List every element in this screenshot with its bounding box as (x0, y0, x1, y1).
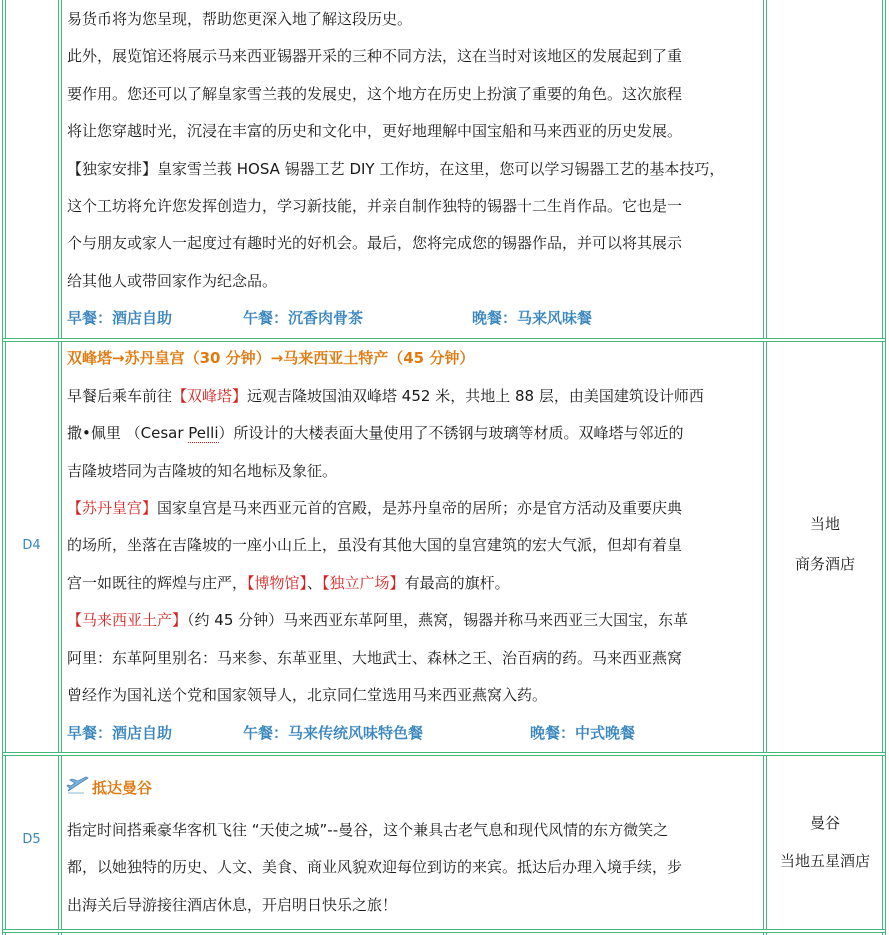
d4-p1-line3: 吉隆坡塔同为吉隆坡的知名地标及象征。 (67, 462, 338, 480)
d3-text-line: 易货币将为您呈现，帮助您更深入地了解这段历史。 (67, 10, 413, 28)
d3-text-line: 给其他人或带回家作为纪念品。 (67, 272, 278, 290)
d5-title: 抵达曼谷 (92, 779, 153, 797)
d4-p3-line2: 阿里：东革阿里别名：马来参、东革亚里、大地武士、森林之王、治百病的药。马来西亚燕窝 (67, 649, 683, 667)
d3-dinner: 晚餐：马来风味餐 (472, 309, 593, 327)
d3-text-line: 此外，展览馆还将展示马来西亚锡器开采的三种不同方法，这在当时对该地区的发展起到了重 (67, 47, 683, 65)
d5-text-line: 都，以她独特的历史、人文、美食、商业风貌欢迎每位到访的来宾。抵达后办理入境手续，步 (67, 858, 683, 876)
d4-hotel-line2: 商务酒店 (794, 555, 855, 573)
independence-square-highlight: 【独立广场】 (322, 574, 405, 592)
d4-p2-line1: 【苏丹皇宫】国家皇宫是马来西亚元首的宫殿，是苏丹皇帝的居所；亦是官方活动及重要庆典 (67, 499, 683, 517)
d4-p1-line1: 早餐后乘车前往【双峰塔】远观吉隆坡国油双峰塔 452 米，共地上 88 层，由美国建筑设计师西 (67, 387, 704, 405)
d3-text-line: 个与朋友或家人一起度过有趣时光的好机会。最后，您将完成您的锡器作品，并可以将其展示 (67, 234, 683, 252)
d4-p2-line3: 宫一如既往的辉煌与庄严，【博物馆】、【独立广场】有最高的旗杆。 (67, 574, 510, 592)
sultan-palace-highlight: 【苏丹皇宫】 (67, 499, 158, 517)
d4-dinner: 晚餐：中式晚餐 (530, 724, 636, 742)
d3-lunch: 午餐：沉香肉骨茶 (243, 309, 364, 327)
table-border-right (882, 0, 886, 935)
table-border-day-col (58, 0, 62, 935)
table-border-bottom (3, 929, 885, 933)
table-border-hotel-col (763, 0, 767, 935)
d4-title: 双峰塔→苏丹皇宫（30 分钟）→马来西亚土特产（45 分钟） (67, 349, 475, 367)
local-products-highlight: 【马来西亚土产】 (67, 611, 188, 629)
d3-breakfast: 早餐：酒店自助 (67, 309, 173, 327)
d3-meals (67, 308, 761, 328)
d3-text-line: 这个工坊将允许您发挥创造力，学习新技能，并亲自制作独特的锡器十二生肖作品。它也是一 (67, 197, 683, 215)
d5-text-line: 指定时间搭乘豪华客机飞往 “天使之城”--曼谷，这个兼具古老气息和现代风情的东方微笑之 (67, 821, 669, 839)
day-label-d4: D4 (22, 538, 41, 553)
d5-hotel-line2: 当地五星酒店 (779, 852, 870, 870)
d3-text-line: 【独家安排】皇家雪兰莪 HOSA 锡器工艺 DIY 工作坊，在这里，您可以学习锡器工艺的基本技巧， (67, 160, 725, 178)
d4-breakfast: 早餐：酒店自助 (67, 724, 173, 742)
museum-highlight: 【博物馆】 (247, 574, 308, 592)
d5-hotel-line1: 曼谷 (809, 814, 840, 832)
day-label-d5: D5 (22, 832, 41, 847)
d4-p3-line3: 曾经作为国礼送个党和国家领导人，北京同仁堂选用马来西亚燕窝入药。 (67, 686, 548, 704)
d4-p1-line2: 撒•佩里 （Cesar Pelli）所设计的大楼表面大量使用了不锈钢与玻璃等材质。双峰塔与邻近的 (67, 424, 684, 442)
d3-text-line: 将让您穿越时光，沉浸在丰富的历史和文化中，更好地理解中国宝船和马来西亚的历史发展。 (67, 122, 683, 140)
pelli-underlined: Pelli (188, 424, 219, 442)
row-divider-d3-d4 (3, 338, 885, 342)
d4-hotel-line1: 当地 (809, 515, 840, 533)
d4-meals (67, 723, 761, 743)
d5-text-line: 出海关后导游接往酒店休息，开启明日快乐之旅！ (67, 896, 398, 914)
d3-text-line: 要作用。您还可以了解皇家雪兰莪的发展史，这个地方在历史上扮演了重要的角色。这次旅程 (67, 85, 683, 103)
table-border-left (2, 0, 6, 935)
d4-lunch: 午餐：马来传统风味特色餐 (243, 724, 424, 742)
d4-p3-line1: 【马来西亚土产】（约 45 分钟）马来西亚东革阿里，燕窝，锡器并称马来西亚三大国宝，东革 (67, 611, 689, 629)
airplane-icon (66, 775, 90, 795)
row-divider-d4-d5 (3, 752, 885, 756)
d4-p2-line2: 的场所，坐落在吉隆坡的一座小山丘上，虽没有其他大国的皇宫建筑的宏大气派，但却有着皇 (67, 536, 683, 554)
twin-towers-highlight: 【双峰塔】 (172, 387, 248, 405)
